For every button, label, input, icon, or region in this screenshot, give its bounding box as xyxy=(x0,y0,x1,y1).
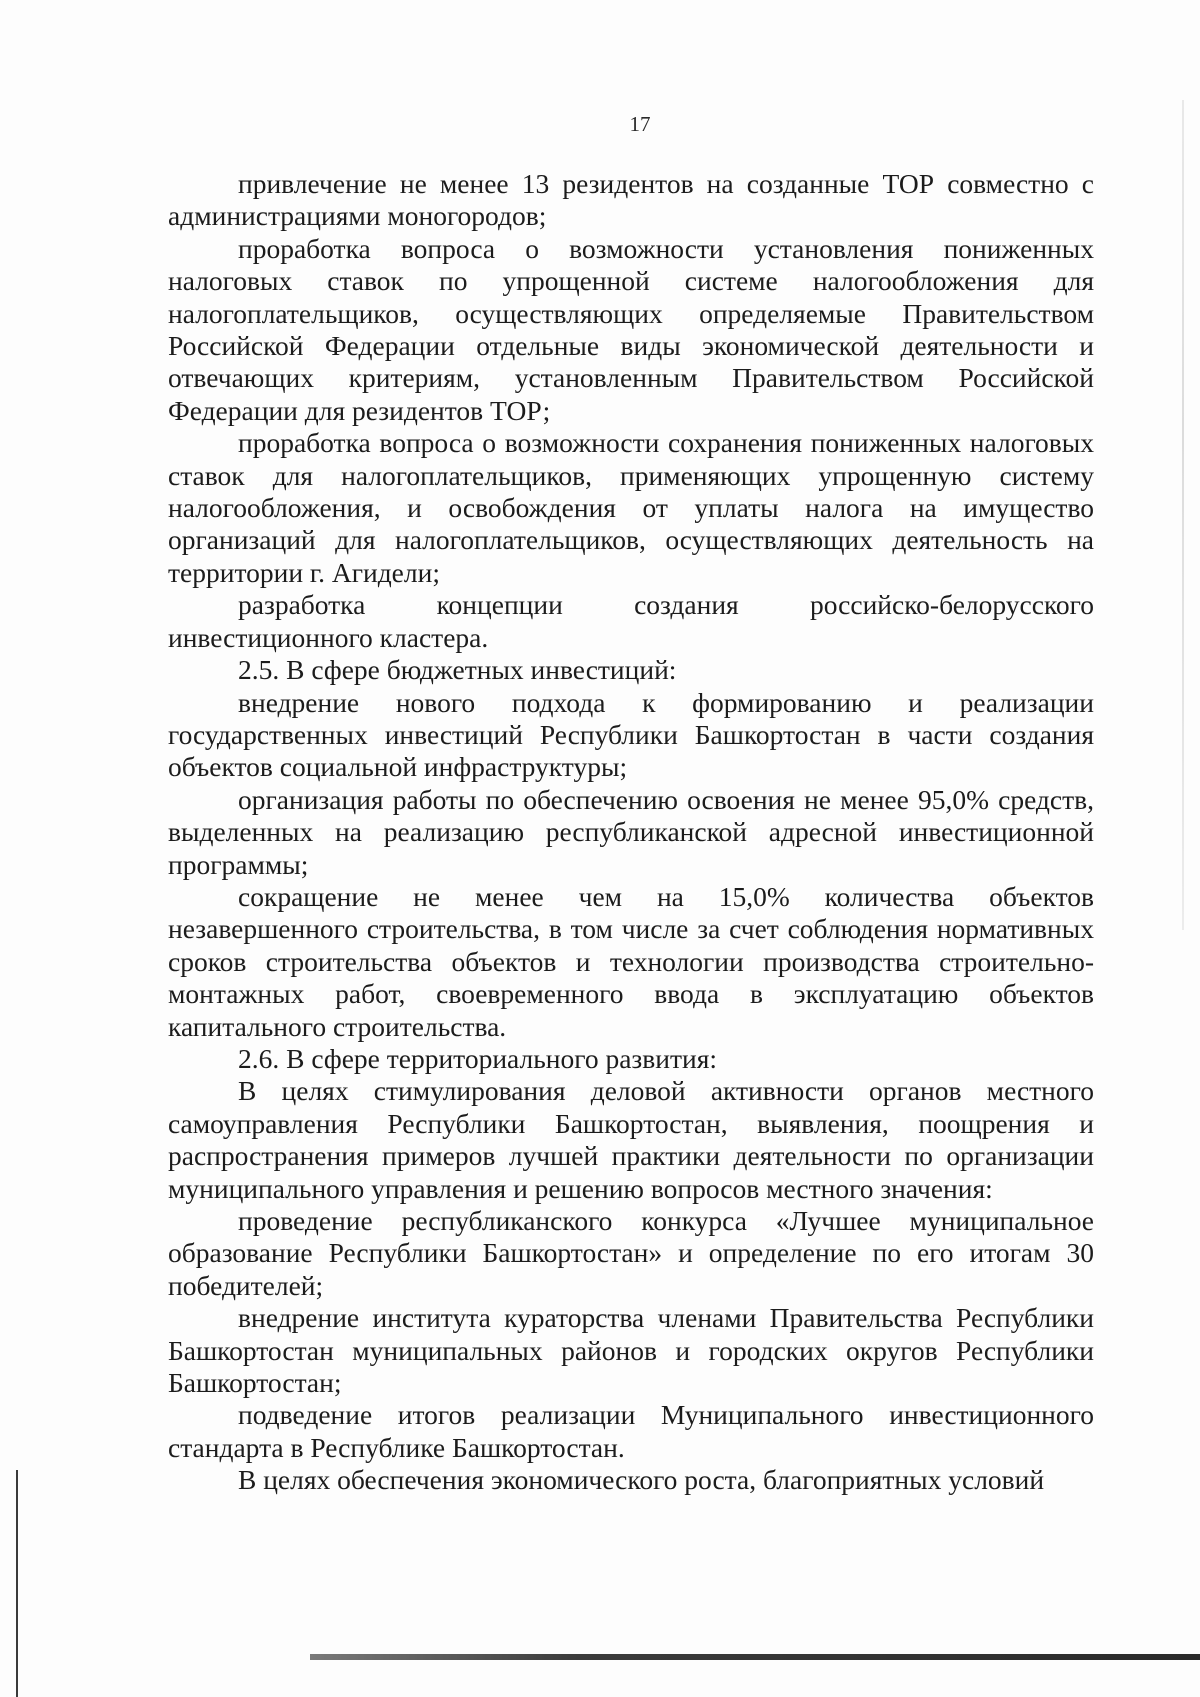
paragraph: В целях стимулирования деловой активности органов местного самоуправления Республики Башкортостан, выявления, поощрения и распространения примеров лучшей практики деятельности по организации муниципального управления и решению вопросов местного значения: xyxy=(168,1075,1094,1204)
section-heading: 2.6. В сфере территориального развития: xyxy=(238,1042,717,1074)
paragraph: разработка концепции создания российско-белорусского инвестиционного кластера. xyxy=(168,589,1094,653)
paragraph: проработка вопроса о возможности сохранения пониженных налоговых ставок для налогоплательщиков, применяющих упрощенную систему налогообложения, и освобождения от уплаты налога на имущество организаций для налогоплательщиков, осуществляющих деятельность на территории г. Агидели; xyxy=(168,427,1094,588)
section-heading: 2.5. В сфере бюджетных инвестиций: xyxy=(238,654,677,686)
paragraph: В целях обеспечения экономического роста, благоприятных условий xyxy=(238,1464,1045,1496)
paragraph: внедрение института кураторства членами Правительства Республики Башкортостан муниципальных районов и городских округов Республики Башкортостан; xyxy=(168,1302,1094,1399)
paragraph: внедрение нового подхода к формированию и реализации государственных инвестиций Республики Башкортостан в части создания объектов социальной инфраструктуры; xyxy=(168,686,1094,783)
paragraph: сокращение не менее чем на 15,0% количества объектов незавершенного строительства, в том числе за счет соблюдения нормативных сроков строительства объектов и технологии производства строительно-монтажных работ, своевременного ввода в эксплуатацию объектов капитального строительства. xyxy=(168,880,1094,1042)
page-number: 17 xyxy=(629,112,651,136)
paragraph: организация работы по обеспечению освоения не менее 95,0% средств, выделенных на реализацию республиканской адресной инвестиционной программы; xyxy=(168,783,1094,880)
paragraph: проработка вопроса о возможности установления пониженных налоговых ставок по упрощенной системе налогообложения для налогоплательщиков, осуществляющих определяемые Правительством Российской Федерации отдельные виды экономической деятельности и отвечающих критериям, установленным Правительством Российской Федерации для резидентов ТОР; xyxy=(168,232,1094,426)
scan-artifact-edge xyxy=(16,1470,18,1697)
paragraph: проведение республиканского конкурса «Лучшее муниципальное образование Республики Башкортостан» и определение по его итогам 30 победителей; xyxy=(168,1205,1094,1301)
scan-artifact-bar xyxy=(310,1654,1200,1660)
paragraph: привлечение не менее 13 резидентов на созданные ТОР совместно с администрациями моногородов; xyxy=(168,168,1094,232)
paragraph: подведение итогов реализации Муниципального инвестиционного стандарта в Республике Башкортостан. xyxy=(168,1399,1094,1463)
document-body xyxy=(168,168,1094,1497)
scan-artifact-edge xyxy=(1182,100,1184,930)
